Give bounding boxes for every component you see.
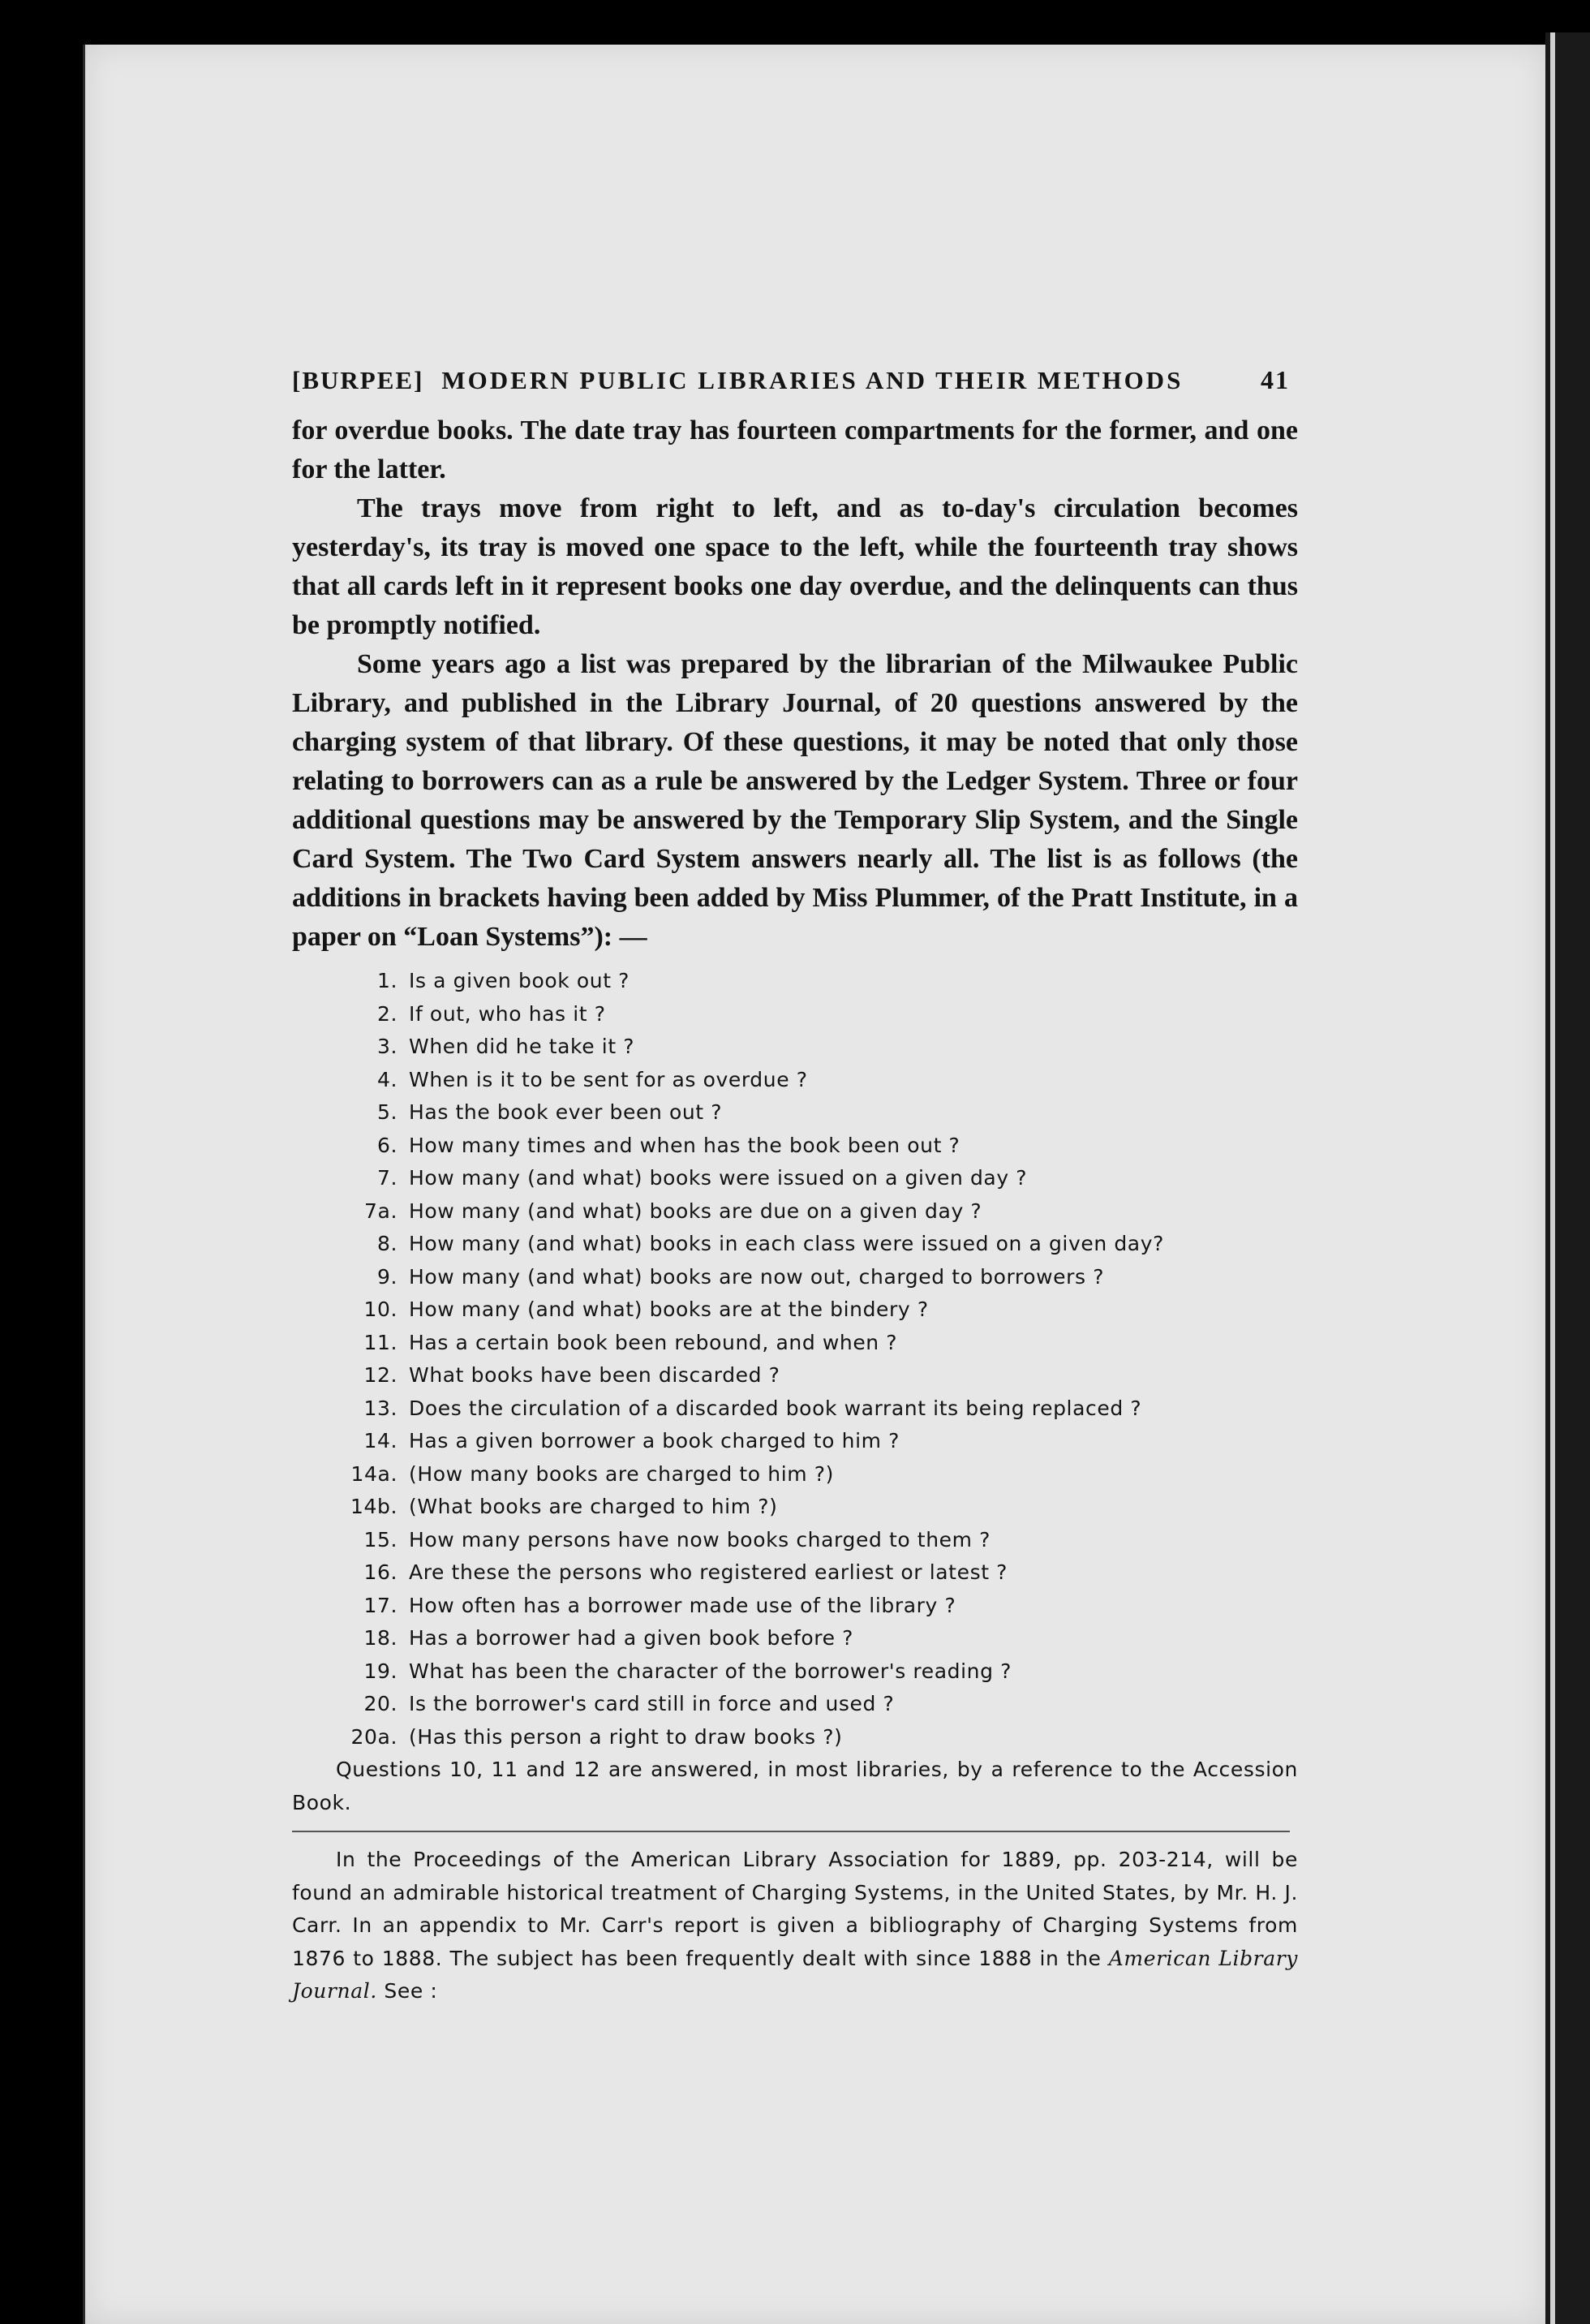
question-number: 16.	[363, 1560, 398, 1584]
question-item	[292, 1458, 1298, 1491]
question-text: How many times and when has the book been out ?	[409, 1133, 960, 1157]
footnote-text: In the Proceedings of the American Library Association for 1889, pp. 203-214, will be found an admirable historical treatment of Charging Systems, in the United States, by Mr. H. J. Carr. In an appendix to Mr. Carr's report is given a bibliography of Charging Systems from 1876 to 1888. The subject has been frequently dealt with since 1888 in the	[292, 1848, 1298, 1970]
footnote-divider	[292, 1831, 1290, 1832]
question-text: (What books are charged to him ?)	[409, 1495, 778, 1518]
question-text: How many (and what) books in each class were issued on a given day?	[409, 1232, 1164, 1255]
question-number: 8.	[376, 1232, 398, 1255]
question-text: (Has this person a right to draw books ?)	[409, 1724, 843, 1749]
question-list	[292, 965, 1298, 1754]
question-number: 19.	[363, 1659, 398, 1683]
header-running-title: MODERN PUBLIC LIBRARIES AND THEIR METHODS	[441, 366, 1184, 394]
question-item	[292, 965, 1298, 998]
question-number: 12.	[363, 1363, 398, 1387]
question-number: 20.	[363, 1692, 398, 1715]
question-text: Is a given book out ?	[409, 969, 630, 992]
paragraph: Some years ago a list was prepared by the librarian of the Milwaukee Public Library, and published in the Library Journal, of 20 questions answered by the charging system of that library. Of these questions, it may be noted that only those relating to borrowers can as a rule be answered by the Ledger System. Three or four additional questions may be answered by the Temporary Slip System, and the Single Card System. The Two Card System answers nearly all. The list is as follows (the additions in brackets having been added by Miss Plummer, of the Pratt Institute, in a paper on “Loan Systems”): —	[292, 649, 1298, 952]
question-text: Has a given borrower a book charged to him ?	[409, 1429, 900, 1452]
question-text: How many persons have now books charged to them ?	[409, 1527, 991, 1551]
question-number: 17.	[363, 1593, 398, 1617]
question-item	[292, 1392, 1298, 1426]
question-item	[292, 1228, 1298, 1261]
question-item	[292, 1425, 1298, 1458]
question-text: (How many books are charged to him ?)	[409, 1461, 834, 1486]
question-item	[292, 1162, 1298, 1195]
question-text: What has been the character of the borrower's reading ?	[409, 1659, 1012, 1683]
question-item	[292, 1721, 1298, 1754]
question-text: What books have been discarded ?	[409, 1363, 780, 1387]
running-header	[292, 365, 1298, 395]
question-item	[292, 1359, 1298, 1392]
after-list-note	[292, 1754, 1298, 1819]
page-number: 41	[1261, 365, 1290, 394]
question-item	[292, 1524, 1298, 1557]
question-item	[292, 1064, 1298, 1097]
question-item	[292, 1031, 1298, 1064]
question-item	[292, 998, 1298, 1031]
question-text: How many (and what) books are at the bindery ?	[409, 1298, 929, 1321]
question-number: 7.	[376, 1166, 398, 1190]
question-number: 4.	[376, 1067, 398, 1091]
question-item	[292, 1195, 1298, 1229]
question-text: How many (and what) books are due on a given day ?	[409, 1199, 982, 1223]
question-number: 11.	[363, 1330, 398, 1354]
question-number: 18.	[363, 1626, 398, 1650]
question-number: 7a.	[364, 1199, 398, 1223]
question-item	[292, 1261, 1298, 1294]
question-text: How many (and what) books are now out, charged to borrowers ?	[409, 1264, 1105, 1289]
question-item	[292, 1130, 1298, 1163]
question-number: 5.	[376, 1100, 398, 1124]
question-text: How many (and what) books were issued on a given day ?	[409, 1166, 1028, 1190]
question-number: 6.	[376, 1133, 398, 1157]
question-text: Are these the persons who registered earliest or latest ?	[409, 1560, 1008, 1584]
question-number: 2.	[376, 1001, 398, 1026]
question-number: 20a.	[350, 1724, 398, 1749]
question-text: How often has a borrower made use of the library ?	[409, 1593, 956, 1617]
question-number: 14.	[363, 1429, 398, 1452]
question-item	[292, 1688, 1298, 1721]
footnote-journal-title: American Library Journal.	[292, 1946, 1298, 2003]
question-number: 10.	[363, 1298, 398, 1321]
page-content	[292, 365, 1298, 2008]
question-item	[292, 1096, 1298, 1130]
question-item	[292, 1491, 1298, 1524]
footnote	[292, 1844, 1298, 2008]
question-text: When is it to be sent for as overdue ?	[409, 1067, 808, 1091]
question-number: 3.	[376, 1035, 398, 1058]
question-item	[292, 1590, 1298, 1623]
question-number: 14a.	[350, 1461, 398, 1486]
question-number: 14b.	[350, 1495, 398, 1518]
question-text: Has the book ever been out ?	[409, 1100, 723, 1124]
page-right-edge	[1545, 32, 1590, 2324]
question-item	[292, 1622, 1298, 1655]
question-item	[292, 1556, 1298, 1590]
question-number: 9.	[376, 1264, 398, 1289]
question-text: Has a borrower had a given book before ?	[409, 1626, 854, 1650]
question-item	[292, 1655, 1298, 1689]
question-number: 1.	[376, 969, 398, 992]
question-item	[292, 1293, 1298, 1327]
question-text: If out, who has it ?	[409, 1001, 606, 1026]
question-number: 15.	[363, 1527, 398, 1551]
question-text: Is the borrower's card still in force and used ?	[409, 1692, 895, 1715]
paragraph: The trays move from right to left, and as to-day's circulation becomes yesterday's, its tray is moved one space to the left, while the fourteenth tray shows that all cards left in it represent books one day overdue, and the delinquents can thus be promptly notified.	[292, 493, 1298, 640]
question-text: Has a certain book been rebound, and when ?	[409, 1330, 898, 1354]
question-item	[292, 1327, 1298, 1360]
question-number: 13.	[363, 1396, 398, 1420]
paragraph: for overdue books. The date tray has fourteen compartments for the former, and one for the latter.	[292, 415, 1298, 484]
header-author: [BURPEE]	[292, 366, 424, 394]
body-text	[292, 411, 1298, 957]
footnote-text-end: See :	[376, 1979, 438, 2003]
question-text: Does the circulation of a discarded book warrant its being replaced ?	[409, 1396, 1142, 1420]
question-text: When did he take it ?	[409, 1035, 635, 1058]
paragraph: Questions 10, 11 and 12 are answered, in most libraries, by a reference to the Accession Book.	[292, 1758, 1298, 1814]
